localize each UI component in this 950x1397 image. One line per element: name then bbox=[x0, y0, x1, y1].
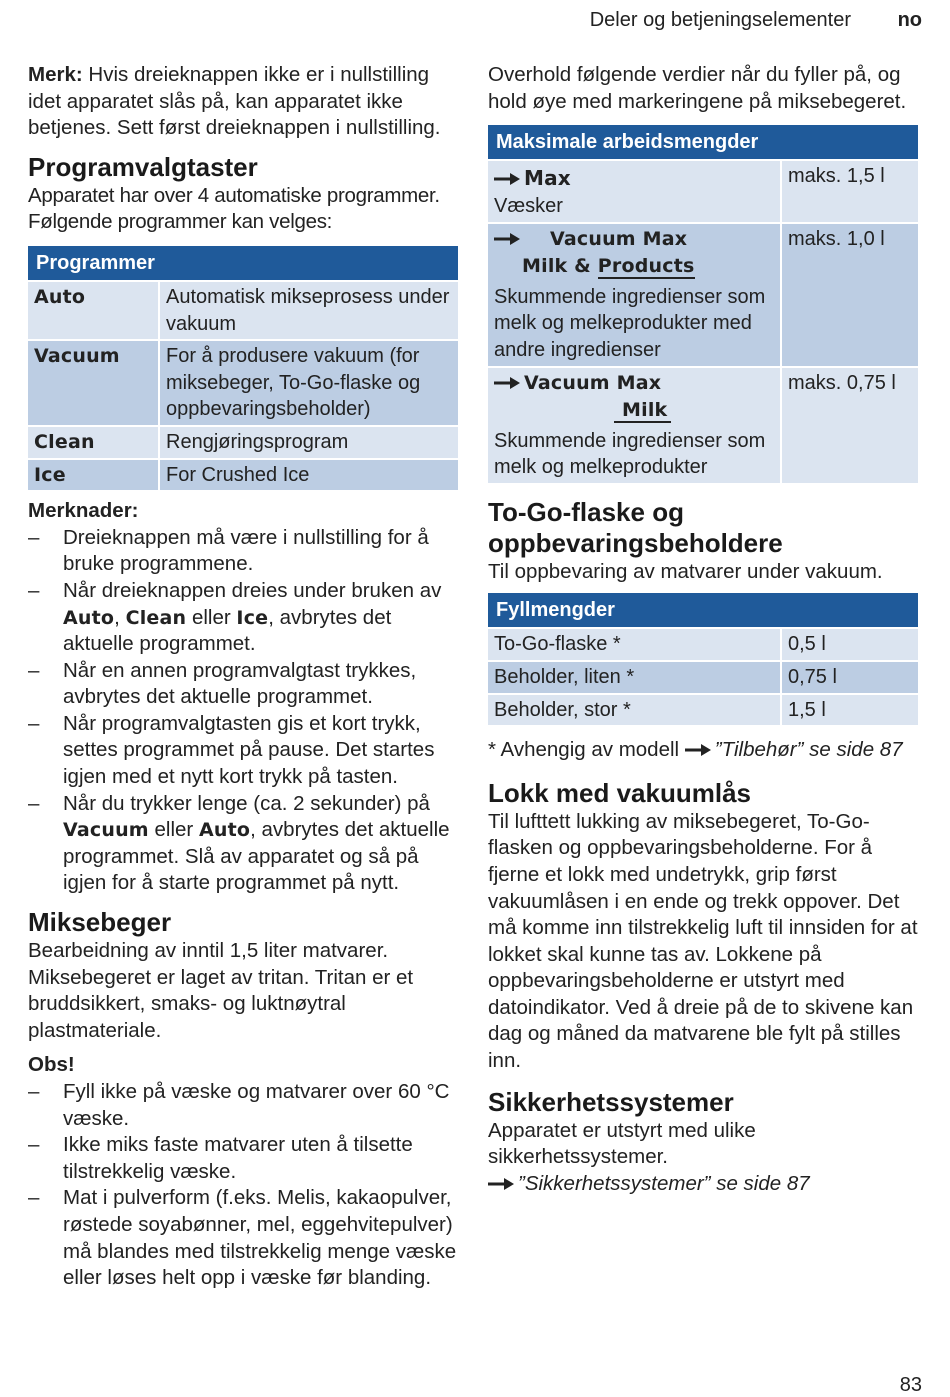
togo-heading: To-Go-flaske og oppbevaringsbeholdere bbox=[488, 496, 783, 558]
list-item: – Mat i pulverform (f.eks. Melis, kakaopulver, røstede soyabønner, mel, eggehvitepulver) må blandes med tilstrekkelig menge væske eller løses helt opp i væske før blanding. bbox=[28, 1185, 462, 1291]
obs-label: Obs! bbox=[28, 1053, 75, 1077]
max-value: maks. 1,0 l bbox=[782, 224, 918, 366]
list-item: – Ikke miks faste matvarer uten å tilsette tilstrekkelig væske. bbox=[28, 1132, 462, 1185]
list-item: – Fyll ikke på væske og matvarer over 60 °C væske. bbox=[28, 1079, 462, 1132]
max-table bbox=[486, 123, 920, 485]
arrow-right-icon bbox=[685, 743, 711, 757]
table-row bbox=[28, 460, 458, 491]
left-column bbox=[28, 62, 462, 1292]
programs-table-header: Programmer bbox=[28, 246, 458, 280]
container-name: Beholder, liten * bbox=[488, 662, 780, 693]
program-desc: Automatisk mikseprosess under vakuum bbox=[160, 282, 458, 339]
list-item: – Når en annen programvalgtast trykkes, avbrytes det aktuelle programmet. bbox=[28, 658, 462, 711]
sikkerhet-link[interactable]: ”Sikkerhetssystemer” se side 87 bbox=[518, 1171, 810, 1195]
togo-text: Til oppbevaring av matvarer under vakuum. bbox=[488, 559, 883, 583]
language-code: no bbox=[897, 9, 922, 31]
note-label: Merk: bbox=[28, 63, 83, 86]
merknader-label: Merknader: bbox=[28, 499, 139, 523]
sikkerhet-ref bbox=[488, 1171, 922, 1198]
arrow-right-icon bbox=[494, 376, 520, 390]
programvalg-intro: Apparatet har over 4 automatiske programmer. Følgende programmer kan velges: bbox=[28, 183, 440, 234]
miksebeger-heading: Miksebeger bbox=[28, 907, 172, 938]
max-value: maks. 1,5 l bbox=[782, 161, 918, 222]
miksebeger-text: Bearbeidning av inntil 1,5 liter matvarer. Miksebegeret er laget av tritan. Tritan er et bruddsikkert, smaks- og luktnøytral plastmateriale. bbox=[28, 939, 414, 1042]
table-row bbox=[488, 662, 918, 693]
lokk-text: Til lufttett lukking av miksebegeret, To-Go-flasken og oppbevaringsbeholderne. For å fjerne et lokk med undetrykk, grip først vakuumlåsen i en ende og trekk oppover. Det må komme inn tilstrekkelig luft til innsiden for at lokket skal kunne tas av. Lokkene på oppbevaringsbeholderne er utstyrt med datoindikator. Ved å dreie på de to skivene kan dag og måned da matvarene ble fylt på stilles inn. bbox=[488, 809, 918, 1073]
note-paragraph bbox=[28, 62, 462, 142]
max-label: Max bbox=[494, 163, 774, 193]
lokk-heading: Lokk med vakuumlås bbox=[488, 777, 751, 808]
table-row bbox=[488, 368, 918, 483]
program-name: Auto bbox=[34, 285, 86, 308]
list-item: – Når programvalgtasten gis et kort trykk, settes programmet på pause. Det startes igjen med et nytt kort trykk på tasten. bbox=[28, 711, 462, 791]
footnote: * Avhengig av modell ”Tilbehør” se side 87 bbox=[488, 738, 903, 762]
arrow-right-icon bbox=[494, 232, 520, 246]
sikkerhet-text: Apparatet er utstyrt med ulike sikkerhetssystemer. bbox=[488, 1118, 756, 1169]
milk-products-label: Milk & Products bbox=[522, 254, 695, 277]
tilbehor-link[interactable]: ”Tilbehør” se side 87 bbox=[714, 738, 903, 762]
vacuum-max-milk-label: Vacuum Max bbox=[494, 370, 774, 397]
fill-table bbox=[486, 591, 920, 727]
milk-label: Milk bbox=[494, 397, 774, 424]
programs-table bbox=[26, 244, 460, 492]
list-item: – Dreieknappen må være i nullstilling for å bruke programmene. bbox=[28, 525, 462, 578]
max-desc: Væsker bbox=[494, 195, 563, 218]
program-desc: For å produsere vakuum (for miksebeger, To-Go-flaske og oppbevaringsbeholder) bbox=[160, 341, 458, 425]
program-desc: For Crushed Ice bbox=[160, 460, 458, 491]
container-value: 0,5 l bbox=[782, 629, 918, 660]
page-header bbox=[0, 6, 950, 36]
max-desc: Skummende ingredienser som melk og melkeprodukter med andre ingredienser bbox=[494, 285, 766, 361]
program-name: Vacuum bbox=[34, 345, 120, 368]
sikkerhet-heading: Sikkerhetssystemer bbox=[488, 1086, 734, 1117]
table-row bbox=[28, 341, 458, 425]
program-desc: Rengjøringsprogram bbox=[160, 427, 458, 458]
max-table-header: Maksimale arbeidsmengder bbox=[488, 125, 918, 159]
max-desc: Skummende ingredienser som melk og melkeprodukter bbox=[494, 429, 766, 479]
container-value: 1,5 l bbox=[782, 695, 918, 726]
list-item: – Når dreieknappen dreies under bruken av Auto, Clean eller Ice, avbrytes det aktuelle programmet. bbox=[28, 578, 462, 658]
table-row bbox=[488, 224, 918, 366]
table-row bbox=[28, 282, 458, 339]
container-name: To-Go-flaske * bbox=[488, 629, 780, 660]
arrow-right-icon bbox=[494, 172, 520, 186]
arrow-right-icon bbox=[488, 1177, 514, 1191]
section-title: Deler og betjeningselementer bbox=[589, 9, 851, 31]
page-number: 83 bbox=[899, 1374, 922, 1396]
vacuum-max-label: Vacuum Max bbox=[494, 226, 774, 253]
container-name: Beholder, stor * bbox=[488, 695, 780, 726]
table-row bbox=[488, 629, 918, 660]
fill-intro: Overhold følgende verdier når du fyller på, og hold øye med markeringene på miksebegeret. bbox=[488, 63, 907, 113]
note-text: Hvis dreieknappen ikke er i nullstilling idet apparatet slås på, kan apparatet ikke betjenes. Sett først dreieknappen i nullstilling. bbox=[28, 63, 441, 140]
merknader-list bbox=[28, 525, 462, 897]
table-row bbox=[488, 695, 918, 726]
list-item: – Når du trykker lenge (ca. 2 sekunder) på Vacuum eller Auto, avbrytes det aktuelle programmet. Slå av apparatet og så på igjen for å starte programmet på nytt. bbox=[28, 791, 462, 897]
table-row bbox=[28, 427, 458, 458]
program-name: Ice bbox=[34, 463, 66, 486]
programvalg-heading: Programvalgtaster bbox=[28, 151, 258, 182]
fill-table-header: Fyllmengder bbox=[488, 593, 918, 627]
container-value: 0,75 l bbox=[782, 662, 918, 693]
table-row bbox=[488, 161, 918, 222]
max-value: maks. 0,75 l bbox=[782, 368, 918, 483]
program-name: Clean bbox=[34, 430, 95, 453]
obs-list bbox=[28, 1079, 462, 1292]
right-column bbox=[488, 62, 922, 1197]
